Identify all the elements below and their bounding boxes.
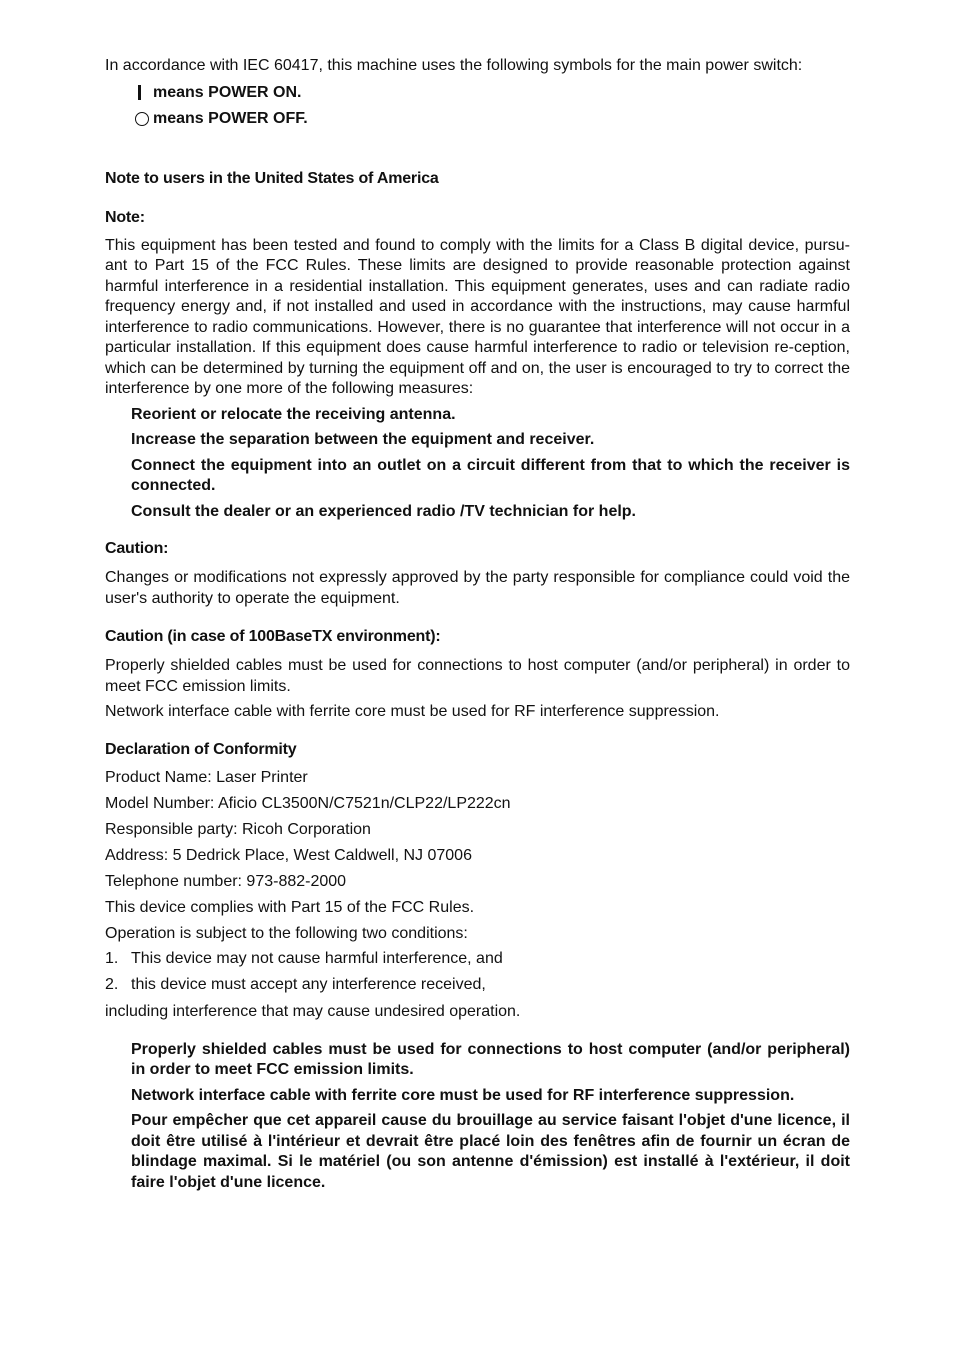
note-heading: Note: (105, 208, 145, 226)
power-on-label: means POWER ON. (153, 83, 302, 101)
condition-number: 1. (105, 949, 119, 967)
power-on-icon (135, 85, 153, 100)
power-on-row (135, 80, 850, 106)
declaration-line: Operation is subject to the following two conditions: (105, 924, 468, 942)
declaration-line: Responsible party: Ricoh Corporation (105, 820, 371, 838)
power-off-row (135, 106, 850, 132)
measure-item: Reorient or relocate the receiving antenna. (131, 405, 456, 423)
condition-number: 2. (105, 975, 119, 993)
conditions-tail: including interference that may cause undesired operation. (105, 1002, 521, 1020)
caution-body: Changes or modifications not expressly approved by the party responsible for compliance could void the user's authority to operate the equipment. (105, 569, 850, 607)
declaration-heading: Declaration of Conformity (105, 740, 297, 758)
caution-100basetx-body: Network interface cable with ferrite core must be used for RF interference suppression. (105, 703, 720, 720)
declaration-line: Address: 5 Dedrick Place, West Caldwell, NJ 07006 (105, 846, 472, 864)
bold-note: Network interface cable with ferrite core must be used for RF interference suppression. (131, 1086, 795, 1104)
declaration-line: Model Number: Aficio CL3500N/C7521n/CLP22/LP222cn (105, 794, 511, 812)
condition-text: this device must accept any interference received, (131, 975, 486, 993)
power-off-icon (135, 112, 153, 126)
declaration-line: This device complies with Part 15 of the FCC Rules. (105, 898, 475, 916)
measure-item: Connect the equipment into an outlet on a circuit different from that to which the receiver is connected. (131, 456, 850, 494)
note-body: This equipment has been tested and found to comply with the limits for a Class B digital device, pursu-ant to Part 15 of the FCC Rules. These limits are designed to provide reasonable protection against harmful interference in a residential installation. This equipment generates, uses and can radiate radio frequency energy and, if not installed and used in accordance with the instructions, may cause harmful interference to radio communications. However, there is no guarantee that interference will not occur in a particular installation. If this equipment does cause harmful interference to radio or television re-ception, which can be determined by turning the equipment off and on, the user is encouraged to try to correct the interference by one more of the following measures: (105, 236, 850, 397)
power-off-label: means POWER OFF. (153, 109, 308, 127)
measure-item: Consult the dealer or an experienced radio /TV technician for help. (131, 502, 636, 520)
caution-heading: Caution: (105, 540, 169, 557)
declaration-line: Product Name: Laser Printer (105, 768, 308, 786)
caution-100basetx-body: Properly shielded cables must be used for connections to host computer (and/or peripheral) in order to meet FCC emission limits. (105, 657, 850, 695)
caution-100basetx-heading: Caution (in case of 100BaseTX environment): (105, 628, 441, 645)
us-note-heading: Note to users in the United States of America (105, 169, 439, 187)
bold-note: Pour empêcher que cet appareil cause du brouillage au service faisant l'objet d'une licence, il doit être utilisé à l'intérieur et devrait être placé loin des fenêtres afin de fournir un écran de blindage maximal. Si le matériel (ou son antenne d'émission) est installé à l'extérieur, il doit faire l'objet d'une licence. (131, 1112, 850, 1191)
condition-item (105, 976, 850, 1002)
declaration-line: Telephone number: 973-882-2000 (105, 872, 347, 890)
document-page (105, 56, 850, 1193)
intro-text: In accordance with IEC 60417, this machine uses the following symbols for the main power switch: (105, 57, 803, 74)
condition-text: This device may not cause harmful interference, and (131, 949, 503, 967)
condition-item (105, 950, 850, 976)
bold-note: Properly shielded cables must be used for connections to host computer (and/or peripheral) in order to meet FCC emission limits. (131, 1040, 850, 1078)
measure-item: Increase the separation between the equipment and receiver. (131, 431, 595, 448)
